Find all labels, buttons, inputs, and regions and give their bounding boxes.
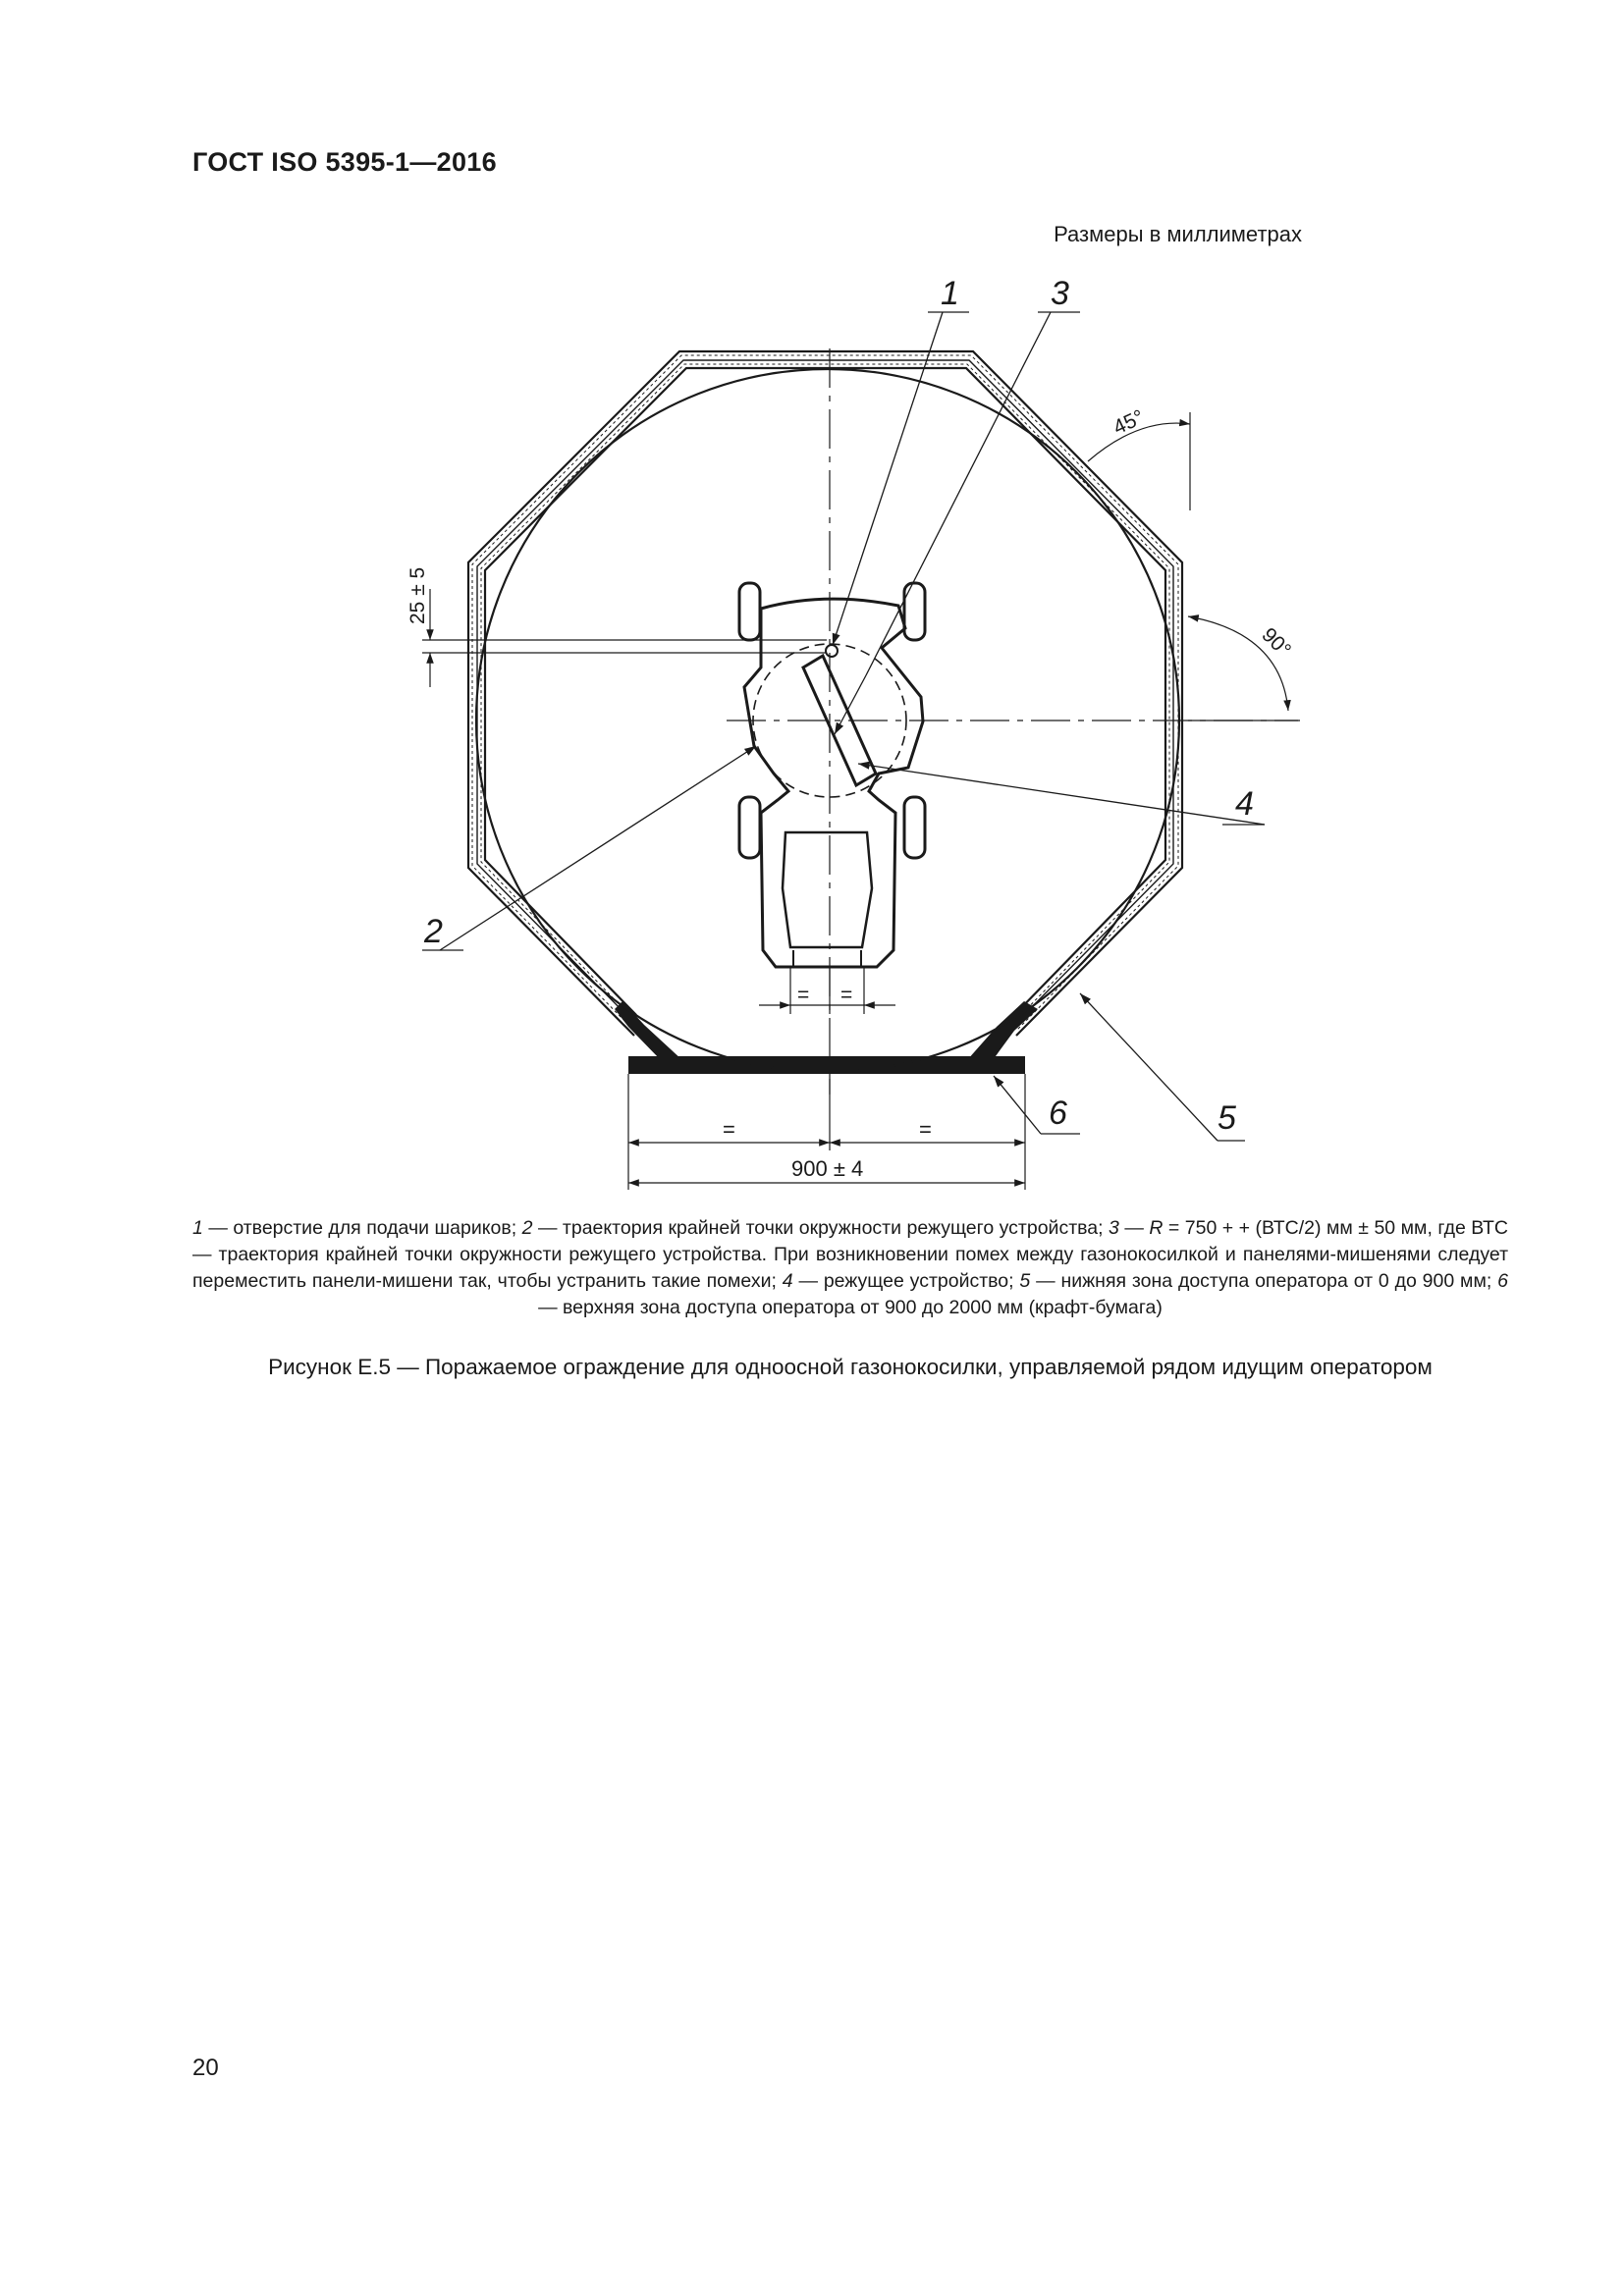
angle-90-label: 90° xyxy=(1257,623,1296,662)
page-number: 20 xyxy=(192,2055,219,2081)
units-note: Размеры в миллиметрах xyxy=(1054,222,1302,246)
callout-1: 1 xyxy=(941,275,959,312)
angle-45-label: 45° xyxy=(1110,405,1148,440)
leaders xyxy=(422,312,1265,1141)
legend-text-5: — нижняя зона доступа оператора от 0 до 900 мм; xyxy=(1030,1270,1498,1292)
equal-base-right: = xyxy=(919,1117,932,1142)
legend-text-4: — режущее устройство; xyxy=(792,1270,1020,1292)
legend-key-6: 6 xyxy=(1497,1270,1508,1292)
legend-r-symbol: R xyxy=(1149,1217,1164,1239)
legend-key-3: 3 xyxy=(1109,1217,1119,1239)
legend-text-2: — траектория крайней точки окружности режущего устройства; xyxy=(532,1217,1110,1239)
legend-text-1: — отверстие для подачи шариков; xyxy=(202,1217,522,1239)
dim-25-label: 25 ± 5 xyxy=(406,566,429,624)
enclosure-hatching xyxy=(472,355,1178,1030)
equal-base-left: = xyxy=(723,1117,735,1142)
callout-5: 5 xyxy=(1218,1099,1236,1137)
callout-3: 3 xyxy=(1051,275,1069,312)
equal-small-left: = xyxy=(797,984,810,1006)
figure-legend xyxy=(192,1215,1508,1321)
angle-90 xyxy=(1188,616,1300,721)
document-header: ГОСТ ISO 5395-1—2016 xyxy=(192,147,497,177)
mower-outline xyxy=(739,583,925,967)
legend-key-2: 2 xyxy=(521,1217,533,1239)
dim-small-equal xyxy=(759,967,895,1014)
callout-2: 2 xyxy=(424,913,443,950)
dim-base-label: 900 ± 4 xyxy=(791,1156,864,1181)
legend-key-5: 5 xyxy=(1019,1270,1031,1292)
centerlines xyxy=(727,348,1298,1095)
legend-text-6: — верхняя зона доступа оператора от 900 до 2000 мм (крафт-бумага) xyxy=(538,1297,1163,1318)
callout-4: 4 xyxy=(1235,785,1254,823)
legend-key-4: 4 xyxy=(782,1270,793,1292)
legend-key-1: 1 xyxy=(192,1217,203,1239)
dim-25 xyxy=(422,589,827,687)
legend-text-3a: — xyxy=(1118,1217,1150,1239)
equal-small-right: = xyxy=(840,984,853,1006)
octagon-enclosure xyxy=(468,351,1182,1036)
figure-caption: Рисунок Е.5 — Поражаемое ограждение для одноосной газонокосилки, управляемой рядом идущим оператором xyxy=(268,1355,1433,1379)
ball-feed-hole xyxy=(826,645,838,657)
callout-6: 6 xyxy=(1049,1095,1067,1132)
legend-text-3b: = 750 + + (ВТС/2) мм ± 50 мм, где ВТС — траектория крайней точки окружности режущего устройства. При возникновении помех между газонокосилкой и панелями-мишенями следует переместить панели-мишени так, чтобы устранить такие помехи; xyxy=(192,1217,1508,1292)
